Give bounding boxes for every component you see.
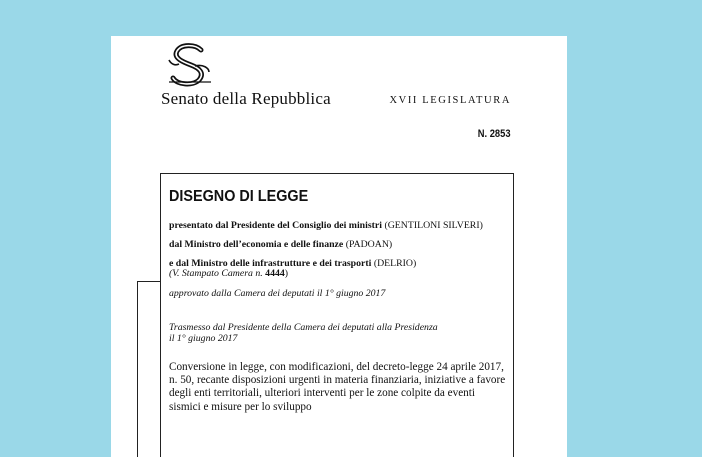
presented-by-name: (GENTILONI SILVERI): [384, 220, 483, 231]
minister-economy-name: (PADOAN): [345, 239, 393, 250]
stampato-suffix: ): [284, 268, 289, 279]
document-number: N. 2853: [478, 128, 511, 140]
stampato-number: 4444: [265, 268, 285, 279]
stampato-prefix: (V. Stampato Camera n.: [169, 268, 263, 279]
minister-transport-role: e dal Ministro delle infrastrutture e dei trasporti: [169, 258, 372, 269]
transmission-note: Trasmesso dal Presidente della Camera dei deputati alla Presidenza il 1° giugno 2017: [169, 322, 438, 344]
document-page: [111, 36, 567, 457]
stampato-reference: [169, 268, 288, 279]
minister-economy-line: [169, 239, 392, 250]
frame-connector-vertical: [137, 281, 138, 457]
presented-by-role: presentato dal Presidente del Consiglio dei ministri: [169, 220, 382, 231]
legislatura-label: XVII LEGISLATURA: [389, 95, 511, 106]
bill-subject: Conversione in legge, con modificazioni, del decreto-legge 24 aprile 2017, n. 50, recante disposizioni urgenti in materia finanziaria, iniziative a favore degli enti territoriali, ulteriori interventi per le zone colpite da eventi sismici e misure per lo sviluppo: [169, 361, 506, 413]
minister-economy-role: dal Ministro dell’economia e delle finanze: [169, 239, 344, 250]
institution-name: Senato della Repubblica: [161, 89, 331, 108]
bill-title: DISEGNO DI LEGGE: [169, 188, 309, 205]
senate-logo-icon: [161, 42, 217, 88]
approval-note: approvato dalla Camera dei deputati il 1° giugno 2017: [169, 288, 386, 299]
presented-by-line: [169, 220, 483, 231]
frame-connector: [137, 281, 160, 282]
bill-frame: [160, 173, 514, 457]
minister-transport-name: (DELRIO): [373, 258, 417, 269]
